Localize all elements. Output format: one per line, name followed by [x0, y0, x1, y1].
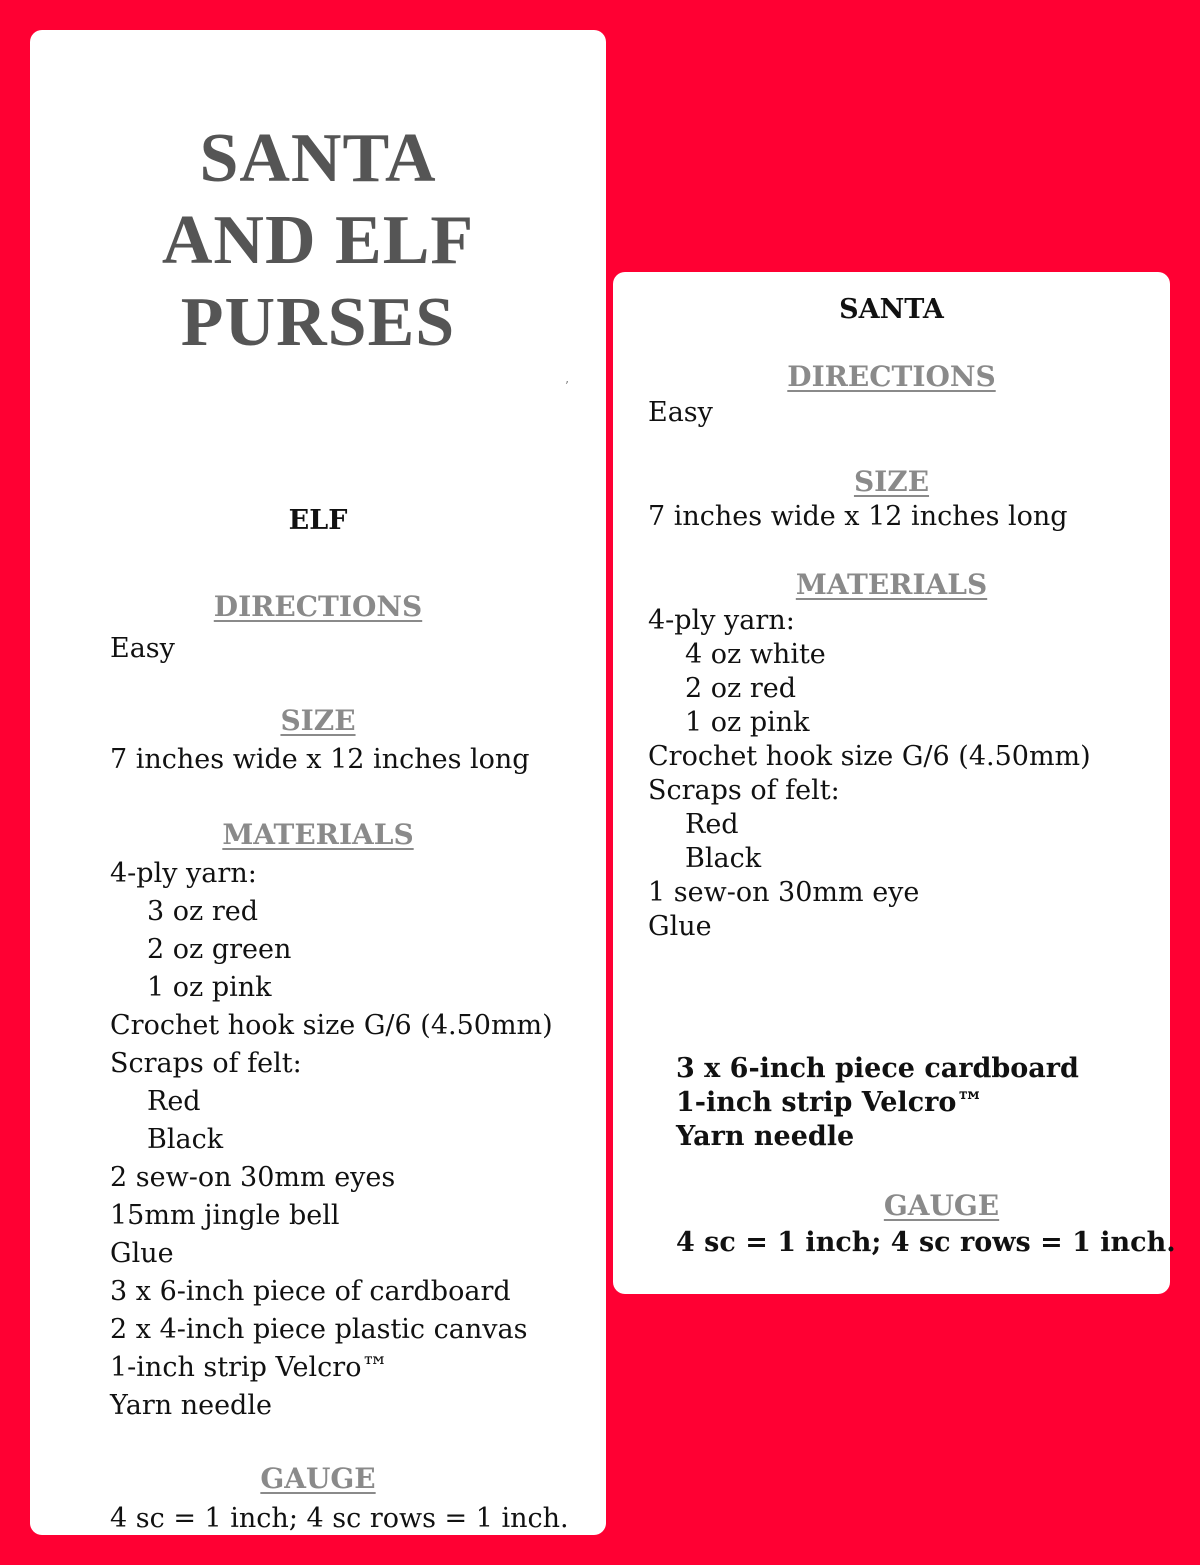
material-item: 1 oz pink — [685, 707, 810, 738]
santa-directions-text: Easy — [648, 397, 713, 428]
santa-extra-materials-list — [676, 1052, 1079, 1154]
material-item: Crochet hook size G/6 (4.50mm) — [110, 1010, 553, 1041]
elf-materials-list — [110, 855, 553, 1425]
extra-material-item: 3 x 6-inch piece cardboard — [676, 1053, 1079, 1084]
material-item: 3 x 6-inch piece of cardboard — [110, 1276, 511, 1307]
santa-materials-list — [648, 604, 1091, 944]
material-item: Red — [685, 809, 739, 840]
material-item: 2 x 4-inch piece plastic canvas — [110, 1314, 528, 1345]
elf-pattern-card — [30, 30, 606, 1535]
material-item: 2 oz green — [147, 934, 292, 965]
santa-size-text: 7 inches wide x 12 inches long — [648, 501, 1068, 532]
material-item: Red — [147, 1086, 201, 1117]
extra-material-item: Yarn needle — [676, 1121, 855, 1152]
elf-title: ELF — [288, 505, 348, 536]
elf-directions-text: Easy — [110, 633, 175, 664]
material-item: 4 oz white — [685, 639, 826, 670]
page-title — [30, 118, 606, 364]
material-item: 2 sew-on 30mm eyes — [110, 1162, 396, 1193]
elf-size-text: 7 inches wide x 12 inches long — [110, 744, 530, 775]
material-item: Crochet hook size G/6 (4.50mm) — [648, 741, 1091, 772]
material-item: 15mm jingle bell — [110, 1200, 340, 1231]
santa-gauge-text: 4 sc = 1 inch; 4 sc rows = 1 inch. — [676, 1227, 1176, 1258]
santa-directions-heading: DIRECTIONS — [787, 360, 996, 393]
santa-size-heading: SIZE — [853, 465, 930, 498]
santa-gauge-heading: GAUGE — [883, 1189, 1000, 1222]
elf-gauge-heading: GAUGE — [260, 1462, 376, 1495]
material-item: 2 oz red — [685, 673, 796, 704]
elf-gauge-text: 4 sc = 1 inch; 4 sc rows = 1 inch. — [110, 1503, 569, 1534]
material-item: 4-ply yarn: — [110, 858, 257, 889]
elf-materials-heading: MATERIALS — [222, 818, 414, 851]
santa-pattern-card — [613, 272, 1176, 1294]
elf-directions-heading: DIRECTIONS — [213, 590, 423, 623]
material-item: Glue — [110, 1238, 174, 1269]
page-title-line: SANTA — [199, 120, 437, 197]
santa-title: SANTA — [839, 294, 944, 325]
material-item: Scraps of felt: — [110, 1048, 302, 1079]
material-item: Black — [147, 1124, 224, 1155]
material-item: 1-inch strip Velcro™ — [110, 1352, 389, 1383]
material-item: 4-ply yarn: — [648, 605, 795, 636]
material-item: Scraps of felt: — [648, 775, 840, 806]
stray-mark: ’ — [565, 379, 569, 393]
material-item: Glue — [648, 911, 712, 942]
extra-material-item: 1-inch strip Velcro™ — [676, 1087, 984, 1118]
material-item: 3 oz red — [147, 896, 258, 927]
santa-materials-heading: MATERIALS — [795, 568, 988, 601]
material-item: 1 sew-on 30mm eye — [648, 877, 920, 908]
material-item: 1 oz pink — [147, 972, 272, 1003]
page-title-line: PURSES — [180, 284, 456, 361]
material-item: Yarn needle — [110, 1390, 272, 1421]
material-item: Black — [685, 843, 762, 874]
elf-size-heading: SIZE — [280, 704, 356, 737]
page-title-line: AND ELF — [161, 202, 475, 279]
